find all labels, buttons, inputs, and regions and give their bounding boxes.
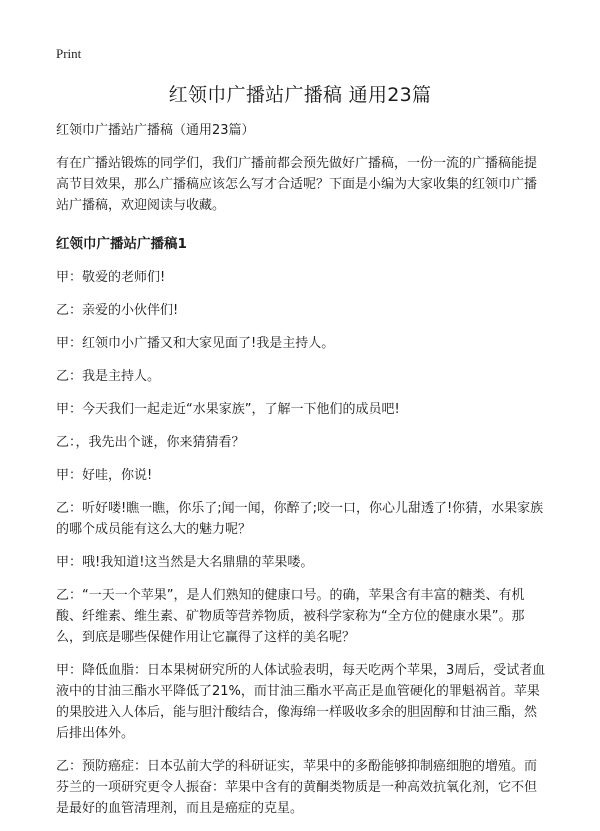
dialog-line: 甲：红领巾小广播又和大家见面了!我是主持人。 <box>56 336 335 351</box>
dialog-line: 乙：预防癌症：日本弘前大学的科研证实，苹果中的多酚能够抑制癌细胞的增殖。而芬兰的一项研究更令人振奋：苹果中含有的黄酮类物质是一种高效抗氧化剂，它不但是最好的血管清理剂，而且是癌症的克星。 <box>56 759 538 816</box>
page-title: 红领巾广播站广播稿 通用23篇 <box>168 84 432 106</box>
dialog-line: 甲：降低血脂：日本果树研究所的人体试验表明，每天吃两个苹果，3周后，受试者血液中的甘油三酯水平降低了21%，而甘油三酯水平高正是血管硬化的罪魁祸首。苹果的果胶进入人体后，能与胆汁酸结合，像海绵一样吸收多余的胆固醇和甘油三酯，然后排出体外。 <box>56 663 546 741</box>
subtitle: 红领巾广播站广播稿（通用23篇） <box>56 123 255 138</box>
document-body <box>56 120 548 831</box>
dialog-line: 乙：亲爱的小伙伴们! <box>56 303 179 318</box>
dialog-list <box>56 267 548 819</box>
dialog-line: 甲：哦!我知道!这当然是大名鼎鼎的苹果喽。 <box>56 555 314 570</box>
dialog-line: 甲：敬爱的老师们! <box>56 270 166 285</box>
intro-paragraph: 有在广播站锻炼的同学们，我们广播前都会预先做好广播稿，一份一流的广播稿能提高节目效果，那么广播稿应该怎么写才合适呢？下面是小编为大家收集的红领巾广播站广播稿，欢迎阅读与收藏。 <box>56 156 538 213</box>
dialog-line: 乙：我是主持人。 <box>56 369 161 384</box>
dialog-line: 乙：听好喽!瞧一瞧，你乐了;闻一闻，你醉了;咬一口，你心儿甜透了!你猜，水果家族的哪个成员能有这么大的魅力呢？ <box>56 501 544 537</box>
dialog-line: 乙：“一天一个苹果”，是人们熟知的健康口号。的确，苹果含有丰富的糖类、有机酸、纤维素、维生素、矿物质等营养物质，被科学家称为“全方位的健康水果”。那么，到底是哪些保健作用让它赢得了这样的美名呢？ <box>56 588 525 645</box>
section-heading: 红领巾广播站广播稿1 <box>56 236 187 252</box>
dialog-line: 乙：，我先出个谜，你来猜猜看？ <box>56 435 245 450</box>
dialog-line: 甲：好哇，你说! <box>56 468 153 483</box>
print-link[interactable]: Print <box>56 46 82 61</box>
dialog-line: 甲：今天我们一起走近“水果家族”，了解一下他们的成员吧! <box>56 402 400 417</box>
